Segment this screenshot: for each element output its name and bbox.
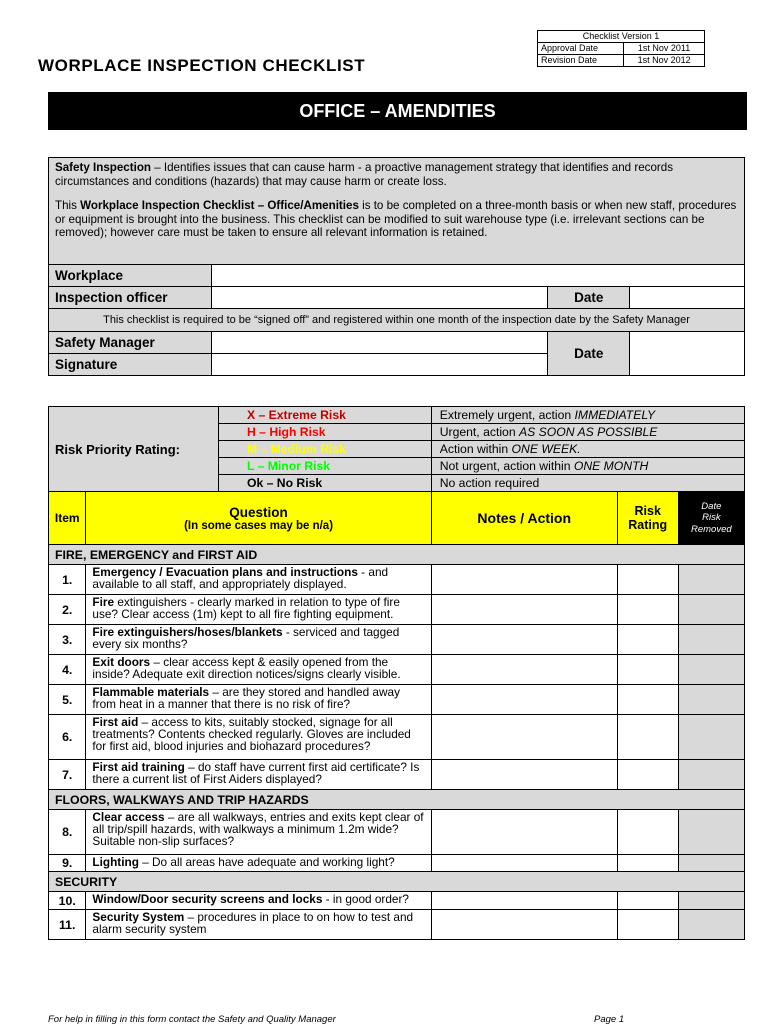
checklist-row	[49, 892, 745, 910]
signature-field[interactable]	[211, 354, 547, 376]
footer-help: For help in filling in this form contact the Safety and Quality Manager	[48, 1014, 336, 1025]
risk-rating-header: Risk Rating	[617, 492, 678, 545]
intro-p2-bold: Workplace Inspection Checklist – Office/Amenities	[80, 199, 359, 212]
question-header-title: Question	[229, 504, 288, 520]
notes-cell[interactable]	[431, 715, 617, 760]
notes-cell[interactable]	[431, 625, 617, 655]
item-number: 1.	[49, 565, 86, 595]
date-removed-cell[interactable]	[678, 595, 744, 625]
risk-rating-cell[interactable]	[617, 565, 678, 595]
notes-cell[interactable]	[431, 760, 617, 790]
checklist-row	[49, 565, 745, 595]
date-removed-cell[interactable]	[678, 655, 744, 685]
footer-page: Page 1	[594, 1014, 625, 1025]
risk-action-extreme: Extremely urgent, action IMMEDIATELY	[431, 407, 744, 424]
section-heading: FIRE, EMERGENCY and FIRST AID	[49, 545, 745, 565]
date-removed-cell[interactable]	[678, 892, 744, 910]
question-text: Lighting – Do all areas have adequate and working light?	[86, 855, 431, 872]
risk-level-high: H – High Risk	[218, 424, 431, 441]
intro-p2-text: is to be completed on a three-month basis or when new staff, procedures or equipment is brought into the business. This checklist can be modified to suit warehouse type (i.e. irrelevant sections can be removed); however care must be taken to ensure all relevant information is retained.	[55, 199, 737, 239]
date-removed-cell[interactable]	[678, 910, 744, 940]
question-text: Clear access – are all walkways, entries and exits kept clear of all trip/spill hazards, with walkways a minimum 1.2m wide? Suitable non-slip surfaces?	[86, 810, 431, 855]
risk-action-medium: Action within ONE WEEK.	[431, 441, 744, 458]
date2-label: Date	[548, 332, 630, 376]
checklist-row	[49, 655, 745, 685]
checklist-row	[49, 810, 745, 855]
question-text: Fire extinguishers/hoses/blankets - serviced and tagged every six months?	[86, 625, 431, 655]
notes-cell[interactable]	[431, 565, 617, 595]
question-text: First aid – access to kits, suitably stocked, signage for all treatments? Contents checked regularly. Gloves are included for first aid, blood injuries and biohazard procedures?	[86, 715, 431, 760]
version-box	[537, 30, 705, 67]
risk-rating-cell[interactable]	[617, 892, 678, 910]
item-number: 3.	[49, 625, 86, 655]
item-number: 5.	[49, 685, 86, 715]
risk-rating-cell[interactable]	[617, 625, 678, 655]
item-number: 6.	[49, 715, 86, 760]
item-number: 2.	[49, 595, 86, 625]
item-number: 9.	[49, 855, 86, 872]
inspection-officer-label: Inspection officer	[49, 287, 212, 309]
document-title: WORPLACE INSPECTION CHECKLIST	[38, 56, 366, 75]
risk-priority-label: Risk Priority Rating:	[49, 407, 219, 492]
notes-cell[interactable]	[431, 810, 617, 855]
inspection-officer-field[interactable]	[211, 287, 547, 309]
notes-cell[interactable]	[431, 595, 617, 625]
info-table	[48, 157, 745, 376]
item-number: 10.	[49, 892, 86, 910]
risk-rating-cell[interactable]	[617, 810, 678, 855]
question-text: Window/Door security screens and locks - in good order?	[86, 892, 431, 910]
workplace-label: Workplace	[49, 265, 212, 287]
risk-level-ok: Ok – No Risk	[218, 475, 431, 492]
intro-p1-bold: Safety Inspection	[55, 161, 151, 174]
workplace-field[interactable]	[211, 265, 744, 287]
approval-date-value: 1st Nov 2011	[624, 43, 705, 55]
date-removed-cell[interactable]	[678, 810, 744, 855]
section-heading: FLOORS, WALKWAYS AND TRIP HAZARDS	[49, 790, 745, 810]
risk-rating-cell[interactable]	[617, 595, 678, 625]
checklist-row	[49, 625, 745, 655]
checklist-row	[49, 760, 745, 790]
risk-rating-cell[interactable]	[617, 910, 678, 940]
item-header: Item	[49, 492, 86, 545]
question-text: Security System – procedures in place to on how to test and alarm security system	[86, 910, 431, 940]
section-heading: SECURITY	[49, 872, 745, 892]
item-number: 4.	[49, 655, 86, 685]
signoff-notice: This checklist is required to be “signed off” and registered within one month of the inspection date by the Safety Manager	[49, 309, 745, 332]
notes-cell[interactable]	[431, 892, 617, 910]
question-text: Exit doors – clear access kept & easily opened from the inside? Adequate exit direction notices/signs clearly visible.	[86, 655, 431, 685]
notes-cell[interactable]	[431, 685, 617, 715]
notes-header: Notes / Action	[431, 492, 617, 545]
notes-cell[interactable]	[431, 655, 617, 685]
question-header	[86, 492, 431, 545]
date2-field[interactable]	[630, 332, 745, 376]
item-number: 8.	[49, 810, 86, 855]
checklist-row	[49, 685, 745, 715]
date-removed-cell[interactable]	[678, 685, 744, 715]
date-removed-cell[interactable]	[678, 625, 744, 655]
question-text: First aid training – do staff have current first aid certificate? Is there a current list of First Aiders displayed?	[86, 760, 431, 790]
intro-p1-text: – Identifies issues that can cause harm - a proactive management strategy that identifies and records circumstances and conditions (hazards) that may cause harm or create loss.	[55, 161, 673, 188]
signature-label: Signature	[49, 354, 212, 376]
question-text: Emergency / Evacuation plans and instructions - and available to all staff, and appropriately displayed.	[86, 565, 431, 595]
notes-cell[interactable]	[431, 855, 617, 872]
risk-action-high: Urgent, action AS SOON AS POSSIBLE	[431, 424, 744, 441]
date-field[interactable]	[630, 287, 745, 309]
risk-level-extreme: X – Extreme Risk	[218, 407, 431, 424]
risk-rating-cell[interactable]	[617, 855, 678, 872]
date-label: Date	[548, 287, 630, 309]
risk-action-ok: No action required	[431, 475, 744, 492]
safety-manager-label: Safety Manager	[49, 332, 212, 354]
question-header-sub: (In some cases may be n/a)	[184, 519, 334, 532]
checklist-row	[49, 715, 745, 760]
checklist-row	[49, 595, 745, 625]
risk-level-minor: L – Minor Risk	[218, 458, 431, 475]
safety-manager-field[interactable]	[211, 332, 547, 354]
question-text: Flammable materials – are they stored and handled away from heat in a manner that there is no risk of fire?	[86, 685, 431, 715]
question-text: Fire extinguishers - clearly marked in relation to type of fire use? Clear access (1m) kept to all fire fighting equipment.	[86, 595, 431, 625]
date-removed-cell[interactable]	[678, 565, 744, 595]
date-risk-removed-header: Date Risk Removed	[678, 492, 744, 545]
approval-date-label: Approval Date	[538, 43, 624, 55]
checklist-row	[49, 910, 745, 940]
notes-cell[interactable]	[431, 910, 617, 940]
risk-rating-cell[interactable]	[617, 655, 678, 685]
risk-rating-cell[interactable]	[617, 715, 678, 760]
checklist-table	[48, 406, 745, 940]
item-number: 7.	[49, 760, 86, 790]
section-banner: OFFICE – AMENDITIES	[48, 92, 747, 130]
date-removed-cell[interactable]	[678, 855, 744, 872]
date-removed-cell[interactable]	[678, 760, 744, 790]
intro-p2-pre: This	[55, 199, 81, 212]
version-title: Checklist Version 1	[538, 31, 705, 43]
risk-rating-cell[interactable]	[617, 685, 678, 715]
revision-date-label: Revision Date	[538, 55, 624, 67]
risk-level-medium: M – Medium Risk	[218, 441, 431, 458]
item-number: 11.	[49, 910, 86, 940]
date-removed-cell[interactable]	[678, 715, 744, 760]
risk-action-minor: Not urgent, action within ONE MONTH	[431, 458, 744, 475]
revision-date-value: 1st Nov 2012	[624, 55, 705, 67]
checklist-row	[49, 855, 745, 872]
risk-rating-cell[interactable]	[617, 760, 678, 790]
intro-text	[49, 158, 745, 265]
